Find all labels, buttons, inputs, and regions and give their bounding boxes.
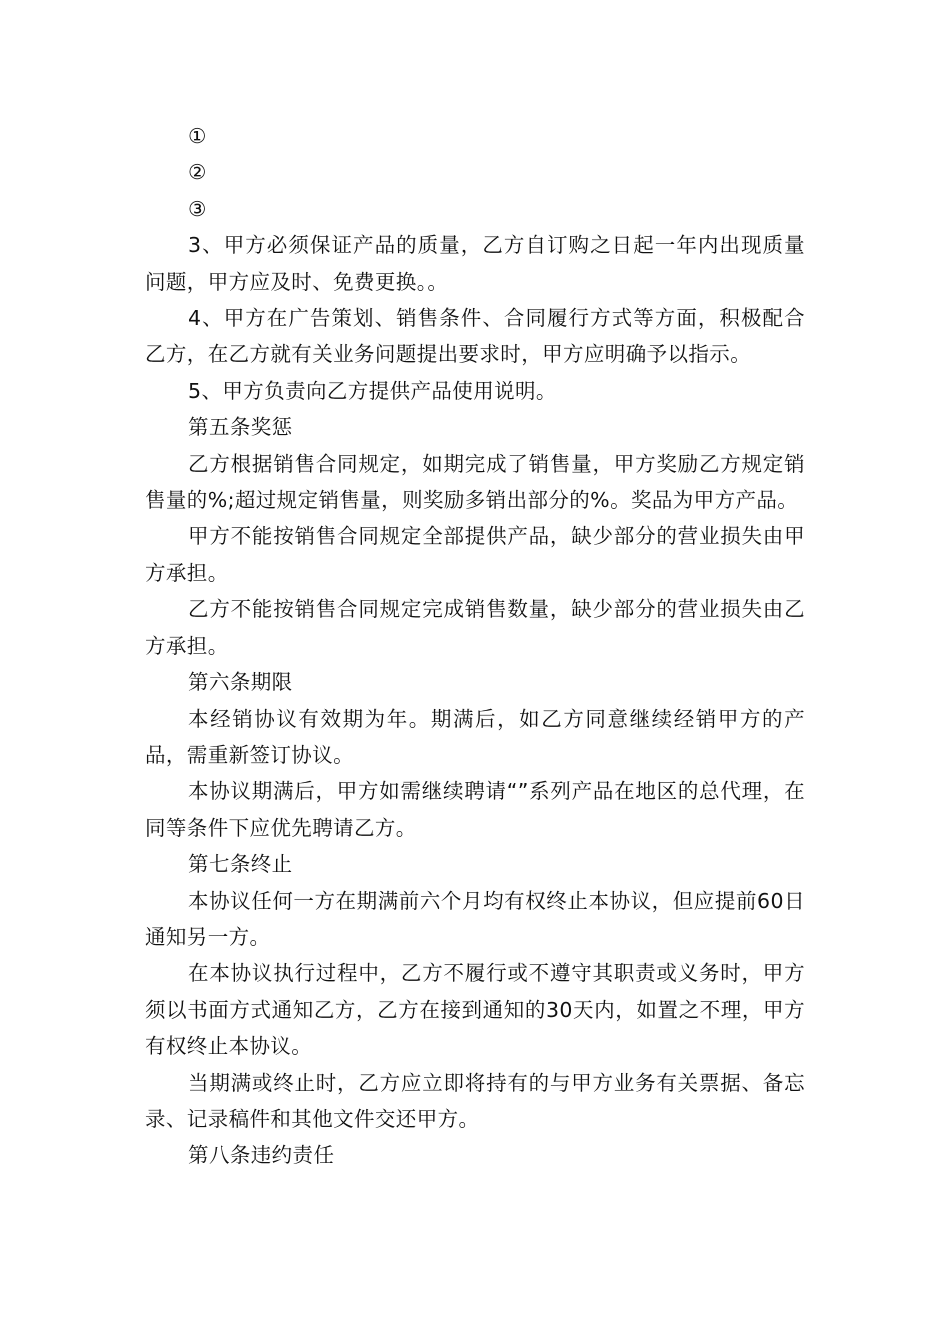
paragraph: 本经销协议有效期为年。期满后，如乙方同意继续经销甲方的产品，需重新签订协议。 xyxy=(145,706,805,767)
list-marker-1: ① xyxy=(188,124,207,148)
paragraph: 本协议期满后，甲方如需继续聘请“”系列产品在地区的总代理，在同等条件下应优先聘请乙方。 xyxy=(145,779,805,840)
clause-item-4: 4、甲方在广告策划、销售条件、合同履行方式等方面，积极配合乙方，在乙方就有关业务问题提出要求时，甲方应明确予以指示。 xyxy=(145,306,805,367)
document-body xyxy=(145,118,805,1174)
article-8-heading: 第八条违约责任 xyxy=(188,1143,335,1168)
paragraph: 在本协议执行过程中，乙方不履行或不遵守其职责或义务时，甲方须以书面方式通知乙方，乙方在接到通知的30天内，如置之不理，甲方有权终止本协议。 xyxy=(145,961,805,1059)
paragraph: 当期满或终止时，乙方应立即将持有的与甲方业务有关票据、备忘录、记录稿件和其他文件交还甲方。 xyxy=(145,1070,805,1131)
paragraph: 甲方不能按销售合同规定全部提供产品，缺少部分的营业损失由甲方承担。 xyxy=(145,524,805,585)
clause-item-5: 5、甲方负责向乙方提供产品使用说明。 xyxy=(188,378,557,403)
article-7-heading: 第七条终止 xyxy=(188,852,293,877)
article-5-heading: 第五条奖惩 xyxy=(188,415,293,440)
clause-item-3: 3、甲方必须保证产品的质量，乙方自订购之日起一年内出现质量问题，甲方应及时、免费更换。。 xyxy=(145,233,805,294)
list-marker-2: ② xyxy=(188,160,207,185)
list-marker-3: ③ xyxy=(188,196,207,221)
article-6-heading: 第六条期限 xyxy=(188,670,293,695)
paragraph: 乙方根据销售合同规定，如期完成了销售量，甲方奖励乙方规定销售量的%;超过规定销售量，则奖励多销出部分的%。奖品为甲方产品。 xyxy=(145,451,805,513)
paragraph: 本协议任何一方在期满前六个月均有权终止本协议，但应提前60日通知另一方。 xyxy=(145,888,805,949)
paragraph: 乙方不能按销售合同规定完成销售数量，缺少部分的营业损失由乙方承担。 xyxy=(145,597,805,658)
